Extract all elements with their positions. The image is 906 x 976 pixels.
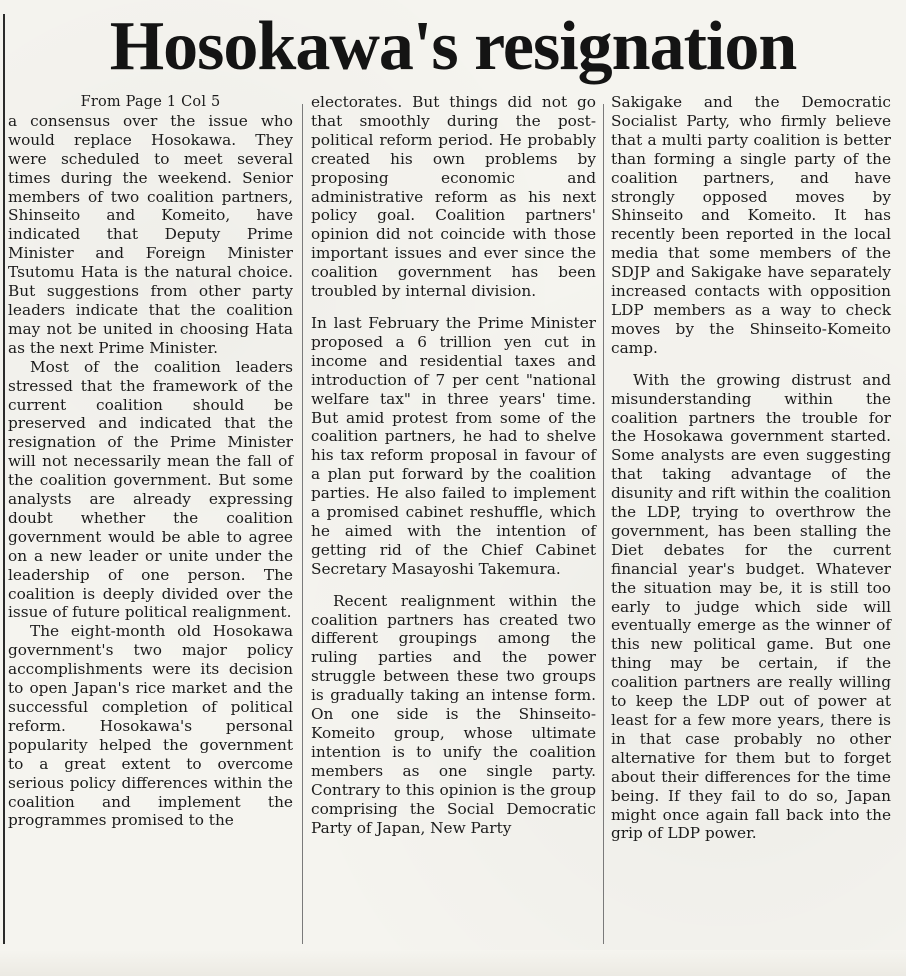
article-column-1	[8, 93, 293, 830]
paragraph: Recent realignment within the coalition partners has created two different groupings among the ruling parties and the power struggle between these two groups is gradually taking an intense form. On one side is the Shinseito-Komeito group, whose ultimate intention is to unify the coalition members as one single party. Contrary to this opinion is the group comprising the Social Democratic Party of Japan, New Party	[311, 591, 596, 837]
paragraph: With the growing distrust and misunderstanding within the coalition partners the trouble for the Hosokawa government started. Some analysts are even suggesting that taking advantage of the disunity and rift within the coalition the LDP, trying to overthrow the government, has been stalling the Diet debates for the current financial year's budget. Whatever the situation may be, it is still too early to judge which side will eventually emerge as the winner of this new political game. But one thing may be certain, if the coalition partners are really willing to keep the LDP out of power at least for a few more years, there is in that case probably no other alternative for them but to forget about their differences for the time being. If they fail to do so, Japan might once again fall back into the grip of LDP power.	[611, 370, 891, 843]
article-column-2	[311, 93, 596, 837]
paragraph: Most of the coalition leaders stressed that the framework of the current coalition should be preserved and indicated that the resignation of the Prime Minister will not necessarily mean the fall of the coalition government. But some analysts are already expressing doubt whether the coalition government would be able to agree on a new leader or unite under the leadership of one person. The coalition is deeply divided over the issue of future political realignment.	[8, 357, 293, 622]
paragraph: Sakigake and the Democratic Socialist Party, who firmly believe that a multi party coalition is better than forming a single party of the coalition partners, and have strongly opposed moves by Shinseito and Komeito. It has recently been reported in the local media that some members of the SDJP and Sakigake have separately increased contacts with opposition LDP members as a way to check moves by the Shinseito-Komeito camp.	[611, 93, 891, 357]
page-bottom-edge	[0, 950, 906, 976]
left-column-rule	[3, 14, 5, 944]
paragraph: electorates. But things did not go that smoothly during the post-political reform period. He probably created his own problems by proposing economic and administrative reform as his next policy goal. Coalition partners' opinion did not coincide with those important issues and ever since the coalition government has been troubled by internal division.	[311, 93, 596, 301]
article-column-3	[611, 93, 891, 843]
paragraph: In last February the Prime Minister proposed a 6 trillion yen cut in income and residential taxes and introduction of 7 per cent "national welfare tax" in three years' time. But amid protest from some of the coalition partners, he had to shelve his tax reform proposal in favour of a plan put forward by the coalition parties. He also failed to implement a promised cabinet reshuffle, which he aimed with the intention of getting rid of the Chief Cabinet Secretary Masayoshi Takemura.	[311, 313, 596, 578]
paragraph: a consensus over the issue who would replace Hosokawa. They were scheduled to meet several times during the weekend. Senior members of two coalition partners, Shinseito and Komeito, have indicated that Deputy Prime Minister and Foreign Minister Tsutomu Hata is the natural choice. But suggestions from other party leaders indicate that the coalition may not be united in choosing Hata as the next Prime Minister.	[8, 111, 293, 357]
headline: Hosokawa's resignation	[109, 8, 797, 85]
jump-line: From Page 1 Col 5	[80, 94, 221, 110]
column-divider	[302, 104, 303, 944]
paragraph: The eight-month old Hosokawa government's two major policy accomplishments were its decision to open Japan's rice market and the successful completion of political reform. Hosokawa's personal popularity helped the government to a great extent to overcome serious policy differences within the coalition and implement the programmes promised to the	[8, 622, 293, 830]
column-divider	[603, 104, 604, 944]
